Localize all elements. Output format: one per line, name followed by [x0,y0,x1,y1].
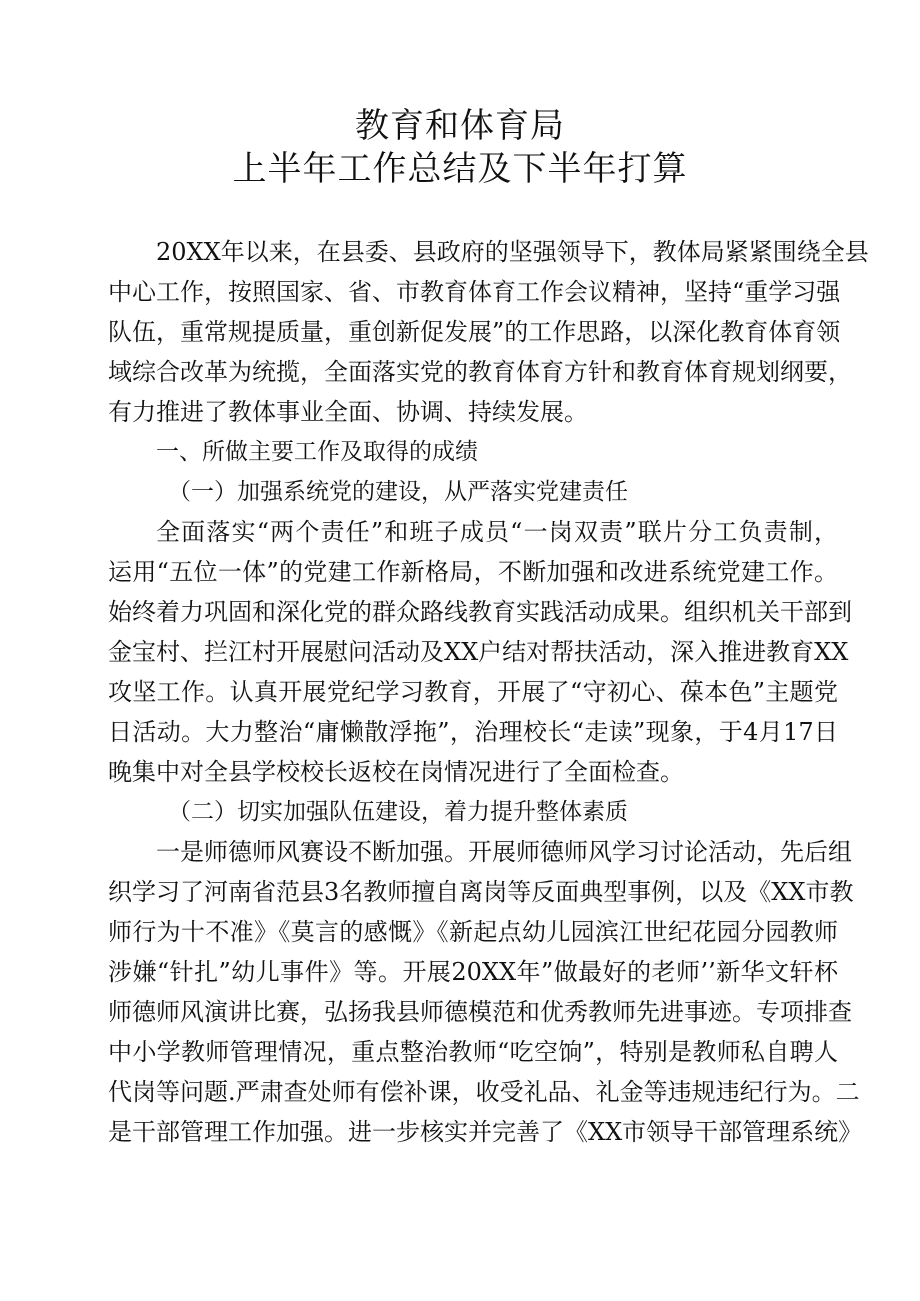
paragraph-line: 全面落实“两个责任”和班子成员“一岗双责”联片分工负责制， [156,518,838,546]
paragraph-line: 中心工作，按照国家、省、市教育体育工作会议精神，坚持“重学习强 [108,278,841,306]
paragraph-line: 日活动。大力整治“庸懒散浮拖”，治理校长“走读”现象，于4月17日 [108,718,838,746]
paragraph-line: 一是师德师风赛设不断加强。开展师德师风学习讨论活动，先后组 [156,838,852,866]
paragraph-line: 攻坚工作。认真开展党纪学习教育，开展了“守初心、葆本色”主题党 [108,678,838,706]
document-title-line1: 教育和体育局 [355,106,565,146]
paragraph-line: 域综合改革为统揽，全面落实党的教育体育方针和教育体育规划纲要， [108,358,852,386]
paragraph-line: 20XX年以来，在县委、县政府的坚强领导下，教体局紧紧围绕全县 [156,238,869,266]
paragraph-line: 是干部管理工作加强。进一步核实并完善了《XX市领导干部管理系统》 [108,1118,863,1146]
paragraph-line: 晚集中对全县学校校长返校在岗情况进行了全面检查。 [108,758,684,786]
paragraph-line: 运用“五位一体”的党建工作新格局，不断加强和改进系统党建工作。 [108,558,838,586]
subsection-heading: （二）切实加强队伍建设，着力提升整体素质 [168,799,628,825]
paragraph-line: 涉嫌“针扎”幼儿事件》等。开展20XX年”做最好的老师’’新华文轩杯 [108,958,838,986]
document-body [108,232,869,1152]
document-title-line2: 上半年工作总结及下半年打算 [232,149,688,189]
paragraph-line: 中小学教师管理情况，重点整治教师“吃空饷”，特别是教师私自聘人 [108,1038,838,1066]
paragraph-line: 金宝村、拦江村开展慰问活动及XX户结对帮扶活动，深入推进教育XX [108,638,849,666]
paragraph-line: 织学习了河南省范县3名教师擅自离岗等反面典型事例，以及《XX市教 [108,878,854,906]
paragraph-line: 有力推进了教体事业全面、协调、持续发展。 [108,398,588,426]
paragraph-line: 师行为十不准》《莫言的感慨》《新起点幼儿园滨江世纪花园分园教师 [108,918,838,946]
subsection-heading: （一）加强系统党的建设，从严落实党建责任 [168,479,628,505]
paragraph-line: 始终着力巩固和深化党的群众路线教育实践活动成果。组织机关干部到 [108,598,852,626]
section-heading: 一、所做主要工作及取得的成绩 [156,439,478,465]
paragraph-line: 代岗等问题.严肃查处师有偿补课，收受礼品、礼金等违规违纪行为。二 [108,1078,860,1106]
paragraph-line: 队伍，重常规提质量，重创新促发展”的工作思路，以深化教育体育领 [108,318,841,346]
paragraph-line: 师德师风演讲比赛，弘扬我县师德模范和优秀教师先进事迹。专项排查 [108,998,852,1026]
